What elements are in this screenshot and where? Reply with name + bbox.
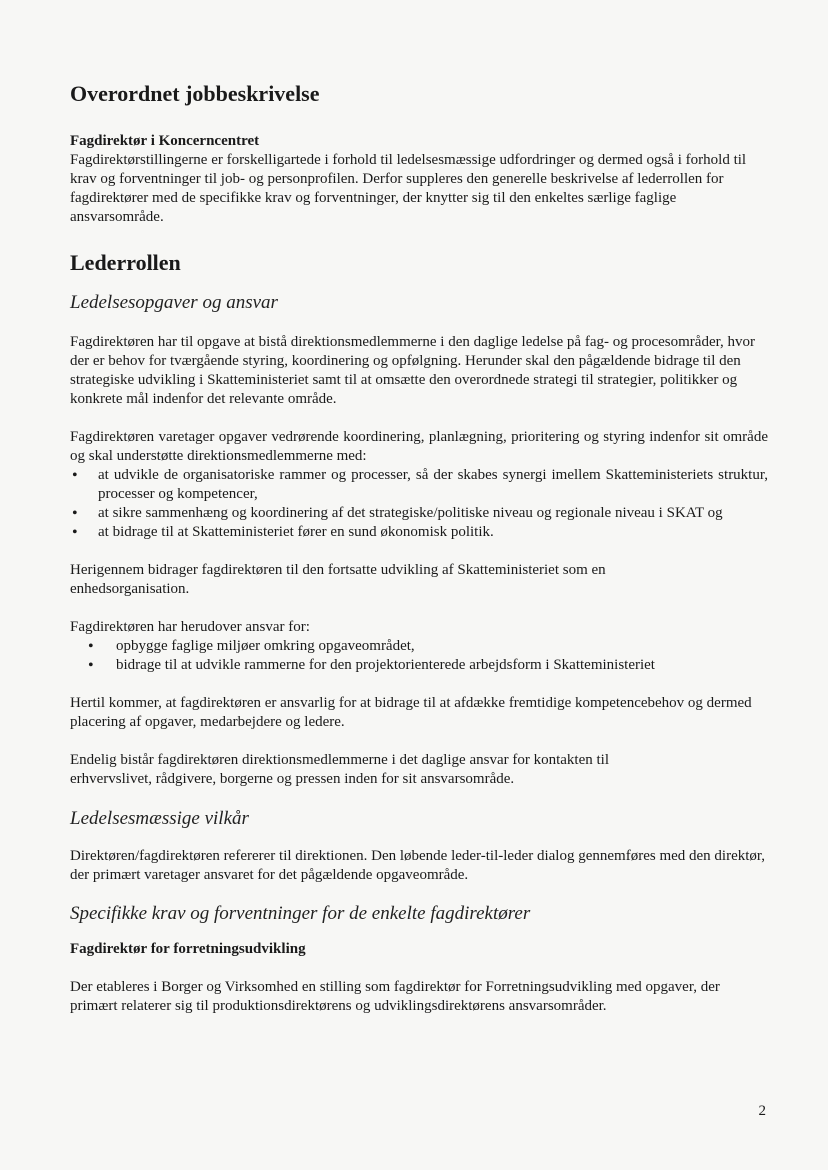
subsection-heading-ledelsesopgaver: Ledelsesopgaver og ansvar: [70, 292, 278, 313]
paragraph: Herigennem bidrager fagdirektøren til den fortsatte udvikling af Skatteministeriet som en enhedsorganisation.: [70, 562, 606, 597]
role-heading: Fagdirektør for forretningsudvikling: [70, 941, 306, 957]
paragraph: Hertil kommer, at fagdirektøren er ansvarlig for at bidrage til at afdække fremtidige kompetencebehov og dermed placering af opgaver, medarbejdere og ledere.: [70, 695, 752, 730]
list-item: • opbygge faglige miljøer omkring opgaveområdet,: [70, 637, 768, 656]
section-heading-lederrollen: Lederrollen: [70, 250, 181, 275]
subsection-heading-specifikke-krav: Specifikke krav og forventninger for de enkelte fagdirektører: [70, 903, 531, 924]
paragraph: Direktøren/fagdirektøren refererer til direktionen. Den løbende leder-til-leder dialog gennemføres med den direktør, der primært varetager ansvaret for det pågældende opgaveområde.: [70, 848, 766, 883]
paragraph: Fagdirektøren varetager opgaver vedrørende koordinering, planlægning, prioritering og styring indenfor sit område og skal understøtte direktionsmedlemmerne med:: [70, 429, 768, 464]
list-item: • at bidrage til at Skatteministeriet fører en sund økonomisk politik.: [70, 523, 768, 542]
paragraph: Endelig bistår fagdirektøren direktionsmedlemmerne i det daglige ansvar for kontakten til erhvervslivet, rådgivere, borgerne og pressen inden for sit ansvarsområde.: [70, 752, 609, 787]
paragraph: Der etableres i Borger og Virksomhed en stilling som fagdirektør for Forretningsudvikling med opgaver, der primært relaterer sig til produktionsdirektørens og udviklingsdirektørens ansvarsområder.: [70, 979, 720, 1014]
list-item: • at sikre sammenhæng og koordinering af det strategiske/politiske niveau og regionale niveau i SKAT og: [70, 504, 768, 523]
paragraph: Fagdirektøren har herudover ansvar for:: [70, 619, 310, 635]
bullet-list: [70, 637, 768, 675]
list-item: • at udvikle de organisatoriske rammer og processer, så der skabes synergi imellem Skatteministeriets struktur, processer og kompetencer,: [70, 466, 768, 504]
bullet-list: [70, 466, 768, 542]
document-title: Overordnet jobbeskrivelse: [70, 81, 320, 106]
subsection-heading-vilkaar: Ledelsesmæssige vilkår: [70, 808, 249, 829]
intro-heading: Fagdirektør i Koncerncentret: [70, 133, 260, 149]
list-item: • bidrage til at udvikle rammerne for den projektorienterede arbejdsform i Skatteministeriet: [70, 656, 768, 675]
paragraph: Fagdirektøren har til opgave at bistå direktionsmedlemmerne i den daglige ledelse på fag- og procesområder, hvor der er behov for tværgående styring, koordinering og opfølgning. Herunder skal den pågældende bidrage til den strategiske udvikling i Skatteministeriet samt til at omsætte den overordnede strategi til strategier, politikker og konkrete mål indenfor det relevante område.: [70, 334, 755, 407]
intro-text: Fagdirektørstillingerne er forskelligartede i forhold til ledelsesmæssige udfordringer og dermed også i forhold til krav og forventninger til job- og personprofilen. Derfor suppleres den generelle beskrivelse af lederrollen for fagdirektører med de specifikke krav og forventninger, der knytter sig til den enkeltes særlige faglige ansvarsområde.: [70, 152, 747, 225]
page-number: 2: [758, 1103, 766, 1119]
